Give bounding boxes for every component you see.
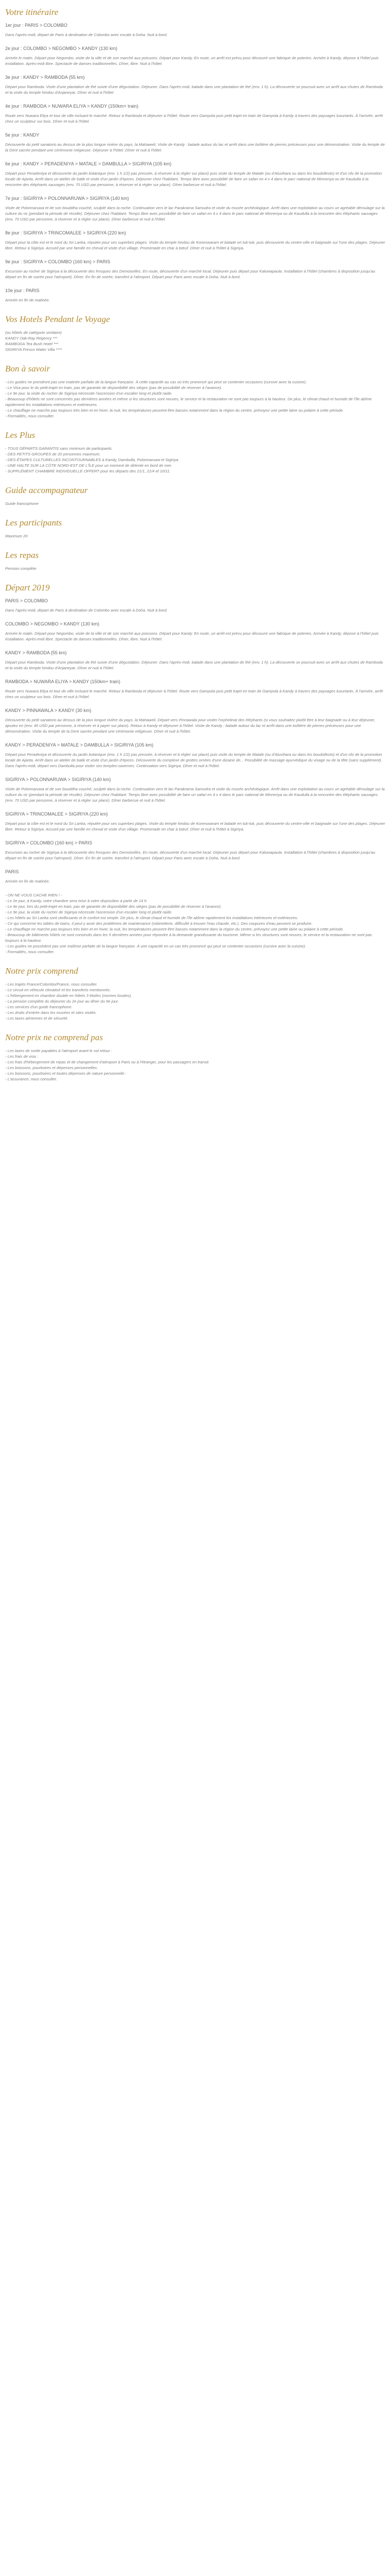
- note-item: - Le 4e jour, lors du petit-trajet en train, pas de garantie de disponibilité des sièges (pas de possibilité de réserver à l'avance).: [5, 904, 222, 909]
- included-item: - Les taxes aériennes et de sécurité.: [5, 1016, 69, 1021]
- pluses-list: [5, 446, 386, 474]
- excluded-item: - Les frais de visa :: [5, 1054, 38, 1059]
- note-item: - Les guides ne possèdent pas une maîtrise parfaite de la langue française. À une capacité en un cas très prononcé qui peut se contenter occasions (cursive avec la cuisine).: [5, 944, 306, 948]
- day-block: [5, 104, 386, 124]
- included-item: - Les services d'un guide francophone.: [5, 1005, 73, 1009]
- day-description: Visite de Polonnaruwa et de son bouddha couché, sculpté dans la roche. Continuation vers le lac Parakrama Samudra et visite du musée archéologique. Arrêt dans une exploitation au cours un agréable déroulage sur la culture du riz (pendant la période de récolte). Déjeuner chez l'habitant. Temps libre avec possibilité de faire un safari en 4 x 4 dans le parc national de Minneriya ou de Kaudulla à la rencontre des éléphants sauvages (env. 70 USD par personne, à réserver et à régler sur place). Dîner barbecue et nuit à l'hôtel.: [5, 206, 385, 222]
- day-block: [5, 607, 386, 613]
- notes-list: [5, 892, 386, 955]
- excluded-item: - Les boissons, pourboires et dépenses personnelles.: [5, 1065, 98, 1070]
- note-item: - Beaucoup de bâtiments hôtels ne sont construits dans les 5 dernières années pour répondre à la demande grandissante du tourisme. Même si les structures sont neuves, le service et la restauration ne sont pas toujours à la hauteur.: [5, 933, 372, 943]
- page: [0, 0, 391, 1095]
- day-description: Route vers Nuwara Eliya et tour de ville incluant le marché. Retour à Ramboda et déjeuner à l'hôtel. Route vers Gampola puis petit trajet en train de Gampola à Kandy à travers des paysages luxuriants. À l'arrivée, arrêt chez un sculpteur sur bois. Dîner et nuit à l'hôtel.: [5, 113, 383, 124]
- day-title: PARIS: [5, 869, 19, 874]
- plus-item: - UNE HALTE SUR LA CÔTE NORD-EST DE L'ÎLE pour un moment de détente en bord de mer.: [5, 463, 172, 468]
- excluded-title: Notre prix ne comprend pas: [5, 1032, 103, 1042]
- day-title: KANDY > PERADENIYA > MATALE > DAMBULLA > SIGIRIYA (105 km): [5, 742, 154, 748]
- day-title: 4e jour : RAMBODA > NUWARA ELIYA > KANDY (150km+ train): [5, 104, 139, 109]
- hotel-item: RAMBODA Tea Bush Hotel ***: [5, 342, 58, 346]
- day-title: 9e jour : SIGIRIYA > COLOMBO (160 km) > PARIS: [5, 259, 110, 264]
- day-description: Dans l'après-midi, départ de Paris à destination de Colombo avec escale à Doha. Nuit à bord.: [5, 32, 168, 37]
- day-block: [5, 869, 386, 884]
- day-title: 3e jour : KANDY > RAMBODA (55 km): [5, 75, 85, 80]
- plus-item: - DES PETITS GROUPES de 20 personnes maximum.: [5, 452, 101, 456]
- guide-text: Guide francophone: [5, 501, 39, 506]
- day-block: [5, 259, 386, 280]
- day-description: Départ pour Peradeniya et découverte du jardin botanique (env. 1 h 1/2) pas pressée, à réserver et à régler sur place) puis visite du temple de Matale (ou d'Aluvihara ou dans les boudollesto) et d'un rdv de la promotion locale de Ajanta. Arrêt dans un atelier de batik et visite d'un jardin d'épices. Découverte du complexe de grottes ornées d'une dizaine de... Possibilité de massage ayurvédique du visage ou de la tête (sans supplément). Dans l'après-midi, départ vers Dambulla pour visiter ses temples-cavernes. Continuation vers Sigiriya. Dîner et nuit à l'hôtel.: [5, 752, 382, 768]
- excluded-item: - Les taxes de sortie payables à l'aéroport avant le vol retour :: [5, 1048, 112, 1053]
- day-description: Excursion au rocher de Sigiriya à la découverte des fresques des Demoiselles. En route, découverte d'un marché local. Déjeuner puis départ pour Kaluwapaula. Installation à l'hôtel (chambres à disposition jusqu'au départ en fin de soirée pour l'aéroport). Dîner. En fin de soirée, transfert à l'aéroport. Départ pour Paris avec escale à Doha. Nuit à bord.: [5, 850, 376, 860]
- day-block: [5, 840, 386, 861]
- hotels-list: [5, 330, 386, 352]
- day-title: KANDY > PINNAWALA > KANDY (30 km): [5, 708, 92, 713]
- day-title: SIGIRIYA > TRINCOMALEE > SIGIRIYA (220 km): [5, 811, 108, 817]
- day-title: 5e jour : KANDY: [5, 132, 40, 138]
- good-to-know-item: - Formalités, nous consulter.: [5, 414, 55, 418]
- departure-route: PARIS > COLOMBO: [5, 598, 48, 603]
- meals-text: Pension complète: [5, 566, 37, 571]
- day-title: SIGIRIYA > POLONNARUWA > SIGIRIYA (140 km): [5, 777, 111, 782]
- day-description: Départ pour Ramboda. Visite d'une plantation de thé suivie d'une dégustation. Déjeuner. Dans l'après-midi, balade dans une plantation de thé (env. 1 h). La découverte se poursuit avec un arrêt aux chutes de Ramboda et la visite du temple hindou d'Anjaneyar. Dîner et nuit à l'hôtel.: [5, 660, 383, 670]
- day-title: 10e jour : PARIS: [5, 288, 40, 293]
- departure-title: Départ 2019: [5, 583, 50, 592]
- included-item: - Le circuit en véhicule climatisé et les transferts mentionnés.: [5, 988, 111, 992]
- day-title: KANDY > RAMBODA (55 km): [5, 650, 67, 655]
- plus-item: - DES ÉTAPES CULTURELLES INCONTOURNABLES à Kandy, Dambulla, Polonnaruwa et Sigiriya.: [5, 457, 180, 462]
- participants-text: Maximum 20: [5, 534, 28, 538]
- hotels-intro: (ou hôtels de catégorie similaire): [5, 330, 62, 335]
- day-title: RAMBODA > NUWARA ELIYA > KANDY (150km+ train): [5, 679, 121, 684]
- meals-title: Les repas: [5, 550, 39, 560]
- participants-title: Les participants: [5, 518, 62, 528]
- included-list: [5, 981, 386, 1021]
- day-title: 1er jour : PARIS > COLOMBO: [5, 23, 68, 28]
- day-block: [5, 75, 386, 95]
- good-to-know-title: Bon à savoir: [5, 364, 50, 374]
- day-description: Départ pour la côte est et le nord du Sri Lanka, réputée pour ses superbes plages. Visite du temple hindou de Koneswaram et balade en tuk-tuk, puis découverte du centre-ville et baignade sur l'une des plages. Déjeuner libre. Retour à Sigiriya. Accueil par une famille en cheval et visite d'un village. Promenade en char à bœuf. Dîner et nuit à l'hôtel à Sigiriya.: [5, 821, 385, 832]
- itinerary-title: Votre itinéraire: [5, 7, 59, 17]
- day-block: [5, 811, 386, 832]
- note-item: - Ce qui concerne les tables de bains, il peut y avoir des problèmes de maintenance (robinetterie, difficulté à trouver l'eau chaude, etc.). Des coupures d'eau peuvent se produire.: [5, 921, 313, 926]
- day-block: [5, 132, 386, 153]
- excluded-item: - L'assurance, nous consulter.: [5, 1077, 57, 1081]
- excluded-item: - Les boissons, pourboires et toutes dépenses de nature personnelle :: [5, 1071, 127, 1076]
- day-block: [5, 288, 386, 303]
- day-description: Arrivée le matin. Départ pour Negombo, visite de la ville et de son marché aux poissons. Départ pour Kandy. En route, un arrêt est prévu pour découvrir une fabrique de poteries. Arrivée à Kandy, dépose à l'hôtel puis installation. Après-midi libre. Spectacle de danses traditionnelles. Dîner, libre. Nuit à l'hôtel.: [5, 631, 379, 641]
- good-to-know-list: [5, 379, 386, 419]
- included-item: - Les trajets France/Colombo/France, nous consulter.: [5, 982, 98, 987]
- good-to-know-item: - Le Visa pour le du petit-trajet en train, pas de garantie de disponibilité des sièges (pas de possibilité de réserver à l'avance).: [5, 385, 222, 390]
- good-to-know-item: - Le 9e jour, la visite du rocher de Sigiriya nécessite l'ascension d'un escalier long et plutôt raide.: [5, 391, 173, 396]
- note-item: - Formalités, nous consulter.: [5, 950, 55, 954]
- day-description: Arrivée en fin de matinée.: [5, 879, 50, 884]
- day-title: 8e jour : SIGIRIYA > TRINCOMALEE > SIGIRIYA (220 km): [5, 230, 126, 235]
- day-block: [5, 679, 386, 700]
- included-item: - Les droits d'entrée dans les musées et sites visités.: [5, 1010, 97, 1015]
- day-block: [5, 777, 386, 803]
- day-description: Départ pour la côte est et le nord du Sri Lanka, réputée pour ses superbes plages. Visite du temple hindou de Koneswaram et balade en tuk-tuk, puis découverte du centre-ville et baignade sur l'une des plages. Déjeuner libre. Retour à Sigiriya. Accueil par une famille en cheval et visite d'un village. Promenade en char à bœuf. Dîner et nuit à l'hôtel à Sigiriya.: [5, 240, 385, 250]
- day-title: 6e jour : KANDY > PERADENIYA > MATALE > DAMBULLA > SIGIRIYA (105 km): [5, 161, 172, 166]
- included-title: Notre prix comprend: [5, 966, 78, 976]
- day-description: Visite de Polonnaruwa et de son bouddha couché, sculpté dans la roche. Continuation vers le lac Parakrama Samudra et visite du musée archéologique. Arrêt dans une exploitation au cours un agréable déroulage sur la culture du riz (pendant la période de récolte). Déjeuner chez l'habitant. Temps libre avec possibilité de faire un safari en 4 x 4 dans le parc national de Minneriya ou de Kaudulla à la rencontre des éléphants sauvages (env. 70 USD par personne, à réserver et à régler sur place). Dîner barbecue et nuit à l'hôtel.: [5, 787, 385, 803]
- note-item: - Le chauffage ne marche pas toujours très bien et en hiver, la nuit, les températures peuvent être basses notamment dans la région du centre, prévoyez une petite laine ou polaire à cette période.: [5, 927, 344, 931]
- day-description: Découverte du petit sanatorio au dessus de la plus longue rivière du pays, la Mahaweli. Départ vers Pinnawala pour visiter l'orphelinat des éléphants (si vous souhaitez plutôt être à leur baignade ou à leur déjeuner, ajoutez en (env. 45 USD par personne, à réserver et à payer sur place). Retour à Kandy et déjeuner à l'hôtel. Visite de Kandy : balade autour du lac et arrêt dans une boîtière de pierres précieuses pour une démonstration. Visite du temple de la Dent sacrée pendant une cérémonie religieuse. Dîner et nuit à l'hôtel.: [5, 718, 376, 734]
- day-block: [5, 650, 386, 671]
- day-description: Arrivée en fin de matinée.: [5, 298, 50, 302]
- day-block: [5, 161, 386, 188]
- day-description: Départ pour Ramboda. Visite d'une plantation de thé suivie d'une dégustation. Déjeuner. Dans l'après-midi, balade dans une plantation de thé (env. 1 h). La découverte se poursuit avec un arrêt aux chutes de Ramboda et la visite du temple hindou d'Anjaneyar. Dîner et nuit à l'hôtel.: [5, 84, 383, 95]
- day-title: 7e jour : SIGIRIYA > POLONNARUWA > SIGIRIYA (140 km): [5, 196, 129, 201]
- day-description: Excursion au rocher de Sigiriya à la découverte des fresques des Demoiselles. En route, découverte d'un marché local. Déjeuner puis départ pour Kaluwapaula. Installation à l'hôtel (chambres à disposition jusqu'au départ en fin de soirée pour l'aéroport). Dîner. En fin de soirée, transfert à l'aéroport. Départ pour Paris avec escale à Doha. Nuit à bord.: [5, 269, 376, 279]
- day-title: SIGIRIYA > COLOMBO (160 km) > PARIS: [5, 840, 92, 845]
- guide-title: Guide accompagnateur: [5, 485, 88, 495]
- hotel-item: KANDY Oak-Ray Regency ***: [5, 336, 58, 341]
- note-item: - ON NE VOUS CACHE RIEN ! -: [5, 893, 62, 897]
- day-block: [5, 46, 386, 66]
- day-block: [5, 742, 386, 769]
- day-block: [5, 23, 386, 38]
- excluded-item: - Les frais d'hébergement de repas et de changement d'aéroport à Paris ou à l'étranger, pour les passagers en transit.: [5, 1060, 210, 1064]
- included-item: - La pension complète du déjeuner du 2e jour au dîner du 9e jour.: [5, 999, 119, 1004]
- included-item: - L'hébergement en chambre double en hôtels 3 étoiles (normes locales).: [5, 993, 132, 998]
- excluded-list: [5, 1048, 386, 1082]
- pluses-title: Les Plus: [5, 430, 36, 440]
- note-item: - Le 9e jour, la visite du rocher de Sigiriya nécessite l'ascension d'un escalier long et plutôt raide.: [5, 910, 173, 914]
- plus-item: - SUPPLÉMENT CHAMBRE INDIVIDUELLE OFFERT pour les départs des 21/1, 21/4 et 10/11.: [5, 469, 171, 473]
- day-description: Découverte du petit sanatorio au dessus de la plus longue rivière du pays, la Mahaweli. Visite de Kandy : balade autour du lac et arrêt dans une boîtière de pierres précieuses pour une démonstration. Visite du temple de la Dent sacrée pendant une cérémonie religieuse. Déjeuner à l'hôtel. Dîner et nuit à l'hôtel.: [5, 142, 385, 152]
- day-description: Dans l'après-midi, départ de Paris à destination de Colombo avec escale à Doha. Nuit à bord.: [5, 608, 168, 613]
- hotels-title: Vos Hotels Pendant le Voyage: [5, 314, 110, 324]
- day-description: Départ pour Peradeniya et découverte du jardin botanique (env. 1 h 1/2) pas pressée, à réserver à la régler sur place) puis visite du temple de Matale (ou d'Aluvihara ou dans les boudollesto) et d'un rdv de la promotion locale de Ajanta. Arrêt dans un atelier de batik et visite d'un jardin d'épices. Déjeuner chez l'habitant. Temps libre avec possibilité de faire un safari en 4 x 4 dans le parc national de Minneriya ou de Kaudulla à la rencontre des éléphants sauvages (env. 70 USD par personne, à réserver et à régler sur place). Dîner barbecue et nuit à l'hôtel.: [5, 171, 382, 187]
- day-title: COLOMBO > NEGOMBO > KANDY (130 km): [5, 621, 100, 626]
- day-description: Arrivée le matin. Départ pour Negombo, visite de la ville et de son marché aux poissons. Départ pour Kandy. En route, un arrêt est prévu pour découvrir une fabrique de poteries. Arrivée à Kandy, dépose à l'hôtel puis installation. Après-midi libre. Spectacle de danses traditionnelles. Dîner, libre. Nuit à l'hôtel.: [5, 56, 379, 66]
- departure-days: [5, 607, 386, 884]
- day-title: 2e jour : COLOMBO > NEGOMBO > KANDY (130 km): [5, 46, 118, 51]
- hotel-item: SIGIRIYA Fresco Water Villa ****: [5, 347, 62, 352]
- note-item: - Les hôtels au Sri Lanka sont vieillissants et le confort est simple. De plus, le climat chaud et humide de l'île abîme rapidement les installations intérieures et extérieures.: [5, 916, 298, 920]
- note-item: - Le 2e jour, à Kandy, votre chambre sera mise à votre disposition à partir de 14 h.: [5, 899, 148, 903]
- good-to-know-item: - Les guides ne prendront pas une matinée parfaite de la langue française. À cette capacité au cas où très prononcé qui peut se contenter occasions (cursive avec la cuisine).: [5, 380, 307, 384]
- day-block: [5, 708, 386, 734]
- good-to-know-item: - Le chauffage ne marche pas toujours très bien et en hiver, la nuit, les températures peuvent être basses notamment dans la région du centre, prévoyez une petite laine ou polaire à cette période.: [5, 408, 344, 413]
- day-block: [5, 621, 386, 642]
- itinerary-days: [5, 23, 386, 303]
- day-block: [5, 196, 386, 222]
- day-description: Route vers Nuwara Eliya et tour de ville incluant le marché. Retour à Ramboda et déjeuner à l'hôtel. Route vers Gampola puis petit trajet en train de Gampola à Kandy à travers des paysages luxuriants. À l'arrivée, arrêt chez un sculpteur sur bois. Dîner et nuit à l'hôtel.: [5, 689, 383, 699]
- day-block: [5, 230, 386, 251]
- good-to-know-item: - Beaucoup d'hôtels ne sont concernés pas dernières années et même si les structures sont neuves, le service et la restauration ne sont pas toujours à la hauteur. De plus, le climat chaud et humide de l'île abîme rapidement les installations intérieures et extérieures.: [5, 397, 372, 407]
- plus-item: - TOUS DÉPARTS GARANTIS sans minimum de participants.: [5, 446, 113, 451]
